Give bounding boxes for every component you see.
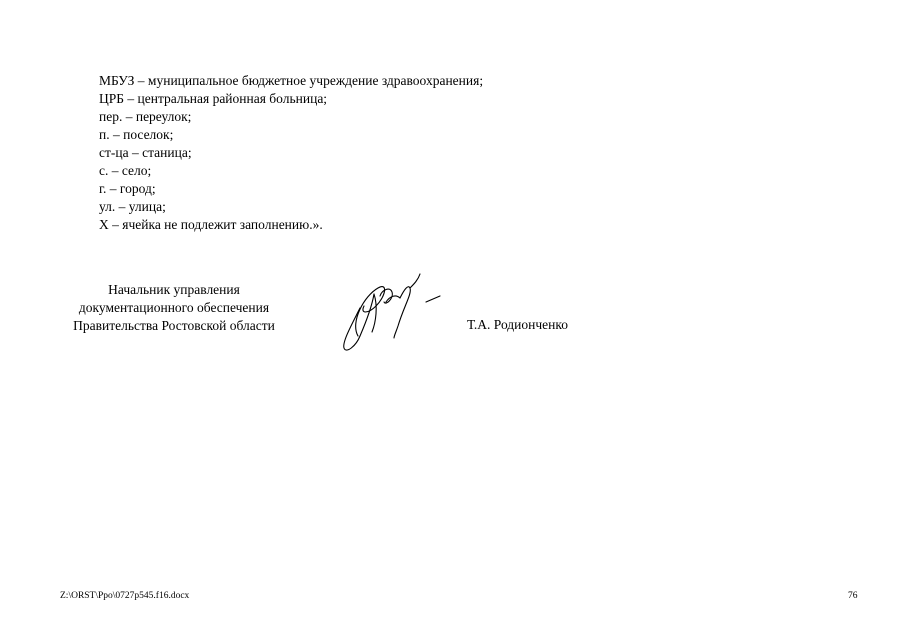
page-number: 76 [848,591,858,601]
abbreviation-item: с. – село; [99,163,152,178]
abbreviation-item: ст-ца – станица; [99,145,192,160]
signatory-title [40,281,308,335]
abbreviation-item: п. – поселок; [99,127,174,142]
handwritten-signature [330,266,450,356]
signatory-title-line: документационного обеспечения [78,300,270,315]
abbreviation-item: пер. – переулок; [99,109,192,124]
abbreviation-item: г. – город; [99,181,156,196]
abbreviation-item: ул. – улица; [99,199,166,214]
signer-name: Т.А. Родионченко [467,317,568,332]
signatory-title-line: Правительства Ростовской области [73,318,275,333]
signatory-title-line: Начальник управления [108,282,240,297]
abbreviation-item: ЦРБ – центральная районная больница; [99,91,328,106]
footer-file-path: Z:\ORST\Ppo\0727p545.f16.docx [60,591,190,601]
abbreviation-item: МБУЗ – муниципальное бюджетное учреждение здравоохранения; [99,73,484,88]
abbreviation-item: Х – ячейка не подлежит заполнению.». [99,217,323,232]
abbreviations-list [99,72,483,234]
